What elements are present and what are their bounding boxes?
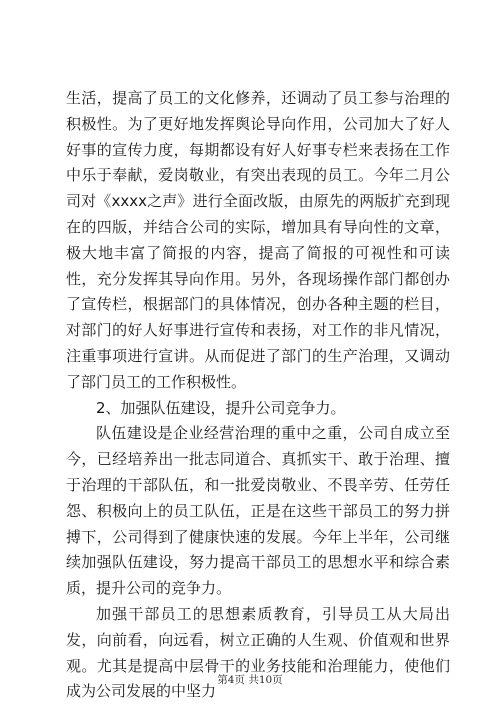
section-heading: 2、加强队伍建设，提升公司竞争力。: [96, 398, 346, 417]
paragraph-team-building: 队伍建设是企业经营治理的重中之重，公司自成立至今，已经培养出一批志同道合、真抓实干、敢于治理、擅于治理的干部队伍，和一批爱岗敬业、不畏辛劳、任劳任怨、积极向上的员工队伍，正是在这些干部员工的努力拼搏下，公司得到了健康快速的发展。今年上半年，公司继续加强队伍建设，努力提高干部员工的思想水平和综合素质，提升公司的竞争力。: [66, 424, 450, 598]
paragraph-continuation: 生活，提高了员工的文化修养，还调动了员工参与治理的积极性。为了更好地发挥舆论导向作用，公司加大了好人好事的宣传力度，每期都设有好人好事专栏来表扬在工作中乐于奉献，爱岗敬业，有突出表现的员工。今年二月公司对《xxxx之声》进行全面改版，由原先的两版扩充到现在的四版，并结合公司的实际，增加具有导向性的文章，极大地丰富了简报的内容，提高了简报的可视性和可读性，充分发挥其导向作用。另外，各现场操作部门都创办了宣传栏，根据部门的具体情况，创办各种主题的栏目，对部门的好人好事进行宣传和表扬，对工作的非凡情况，注重事项进行宣讲。从而促进了部门的生产治理，又调动了部门员工的工作积极性。: [66, 89, 450, 391]
page-content: [66, 86, 450, 705]
paragraph-ideological-education: 加强干部员工的思想素质教育，引导员工从大局出发，向前看，向远看，树立正确的人生观、价值观和世界观。尤其是提高中层骨干的业务技能和治理能力，使他们成为公司发展的中坚力: [66, 604, 450, 701]
page-footer: 第4页 共10页: [217, 674, 283, 686]
